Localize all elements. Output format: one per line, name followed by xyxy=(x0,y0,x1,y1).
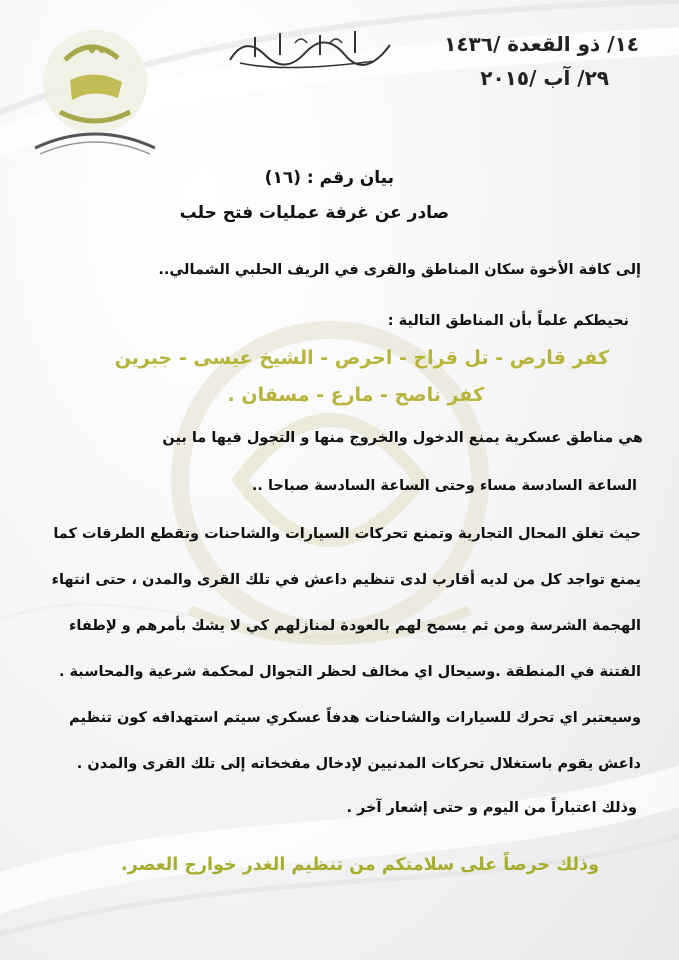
fatah-halab-logo xyxy=(30,20,160,160)
paragraph-line-4: يمنع تواجد كل من لديه أقارب لدى تنظيم داعش في تلك القرى والمدن ، حتى انتهاء xyxy=(51,572,641,588)
paragraph-line-3: حيث تغلق المحال التجارية وتمنع تحركات السيارات والشاحنات وتقطع الطرقات كما xyxy=(53,526,641,542)
basmala-calligraphy xyxy=(225,25,395,75)
paragraph-line-5: الهجمة الشرسة ومن ثم يسمح لهم بالعودة لمنازلهم كي لا يشك بأمرهم و لإطفاء xyxy=(69,618,641,634)
paragraph-line-6: الفتنة في المنطقة .وسيحال اي مخالف لحظر التجوال لمحكمة شرعية والمحاسبة . xyxy=(58,664,641,680)
closing-line: وذلك حرصاً على سلامتكم من تنظيم الغدر خوارج العصر. xyxy=(121,855,599,875)
areas-line-2: كفر ناصح - مارع - مسقان . xyxy=(227,384,484,406)
paragraph-line-9: وذلك اعتباراً من اليوم و حتى إشعار آخر . xyxy=(346,800,637,816)
statement-number: بيان رقم : (١٦) xyxy=(264,168,394,188)
paragraph-line-2: الساعة السادسة مساء وحتى الساعة السادسة صباحا .. xyxy=(251,478,637,494)
addressee-line: إلى كافة الأخوة سكان المناطق والقرى في الريف الحلبي الشمالي.. xyxy=(158,262,641,278)
hijri-date: ١٤/ ذو القعدة /١٤٣٦ xyxy=(444,32,639,56)
gregorian-date: ٢٩/ آب /٢٠١٥ xyxy=(480,66,609,90)
statement-issuer: صادر عن غرفة عمليات فتح حلب xyxy=(179,203,449,223)
notice-line: نحيطكم علماً بأن المناطق التالية : xyxy=(387,313,629,329)
paragraph-line-7: وسيعتبر اي تحرك للسيارات والشاحنات هدفاً عسكري سيتم استهدافه كون تنظيم xyxy=(69,710,641,726)
areas-line-1: كفر قارص - تل قراح - احرص - الشيخ عيسى - جبرين xyxy=(114,347,609,369)
paragraph-line-1: هي مناطق عسكرية يمنع الدخول والخروج منها و التجول فيها ما بين xyxy=(162,430,643,446)
paragraph-line-8: داعش يقوم باستغلال تحركات المدنيين لإدخال مفخخاته إلى تلك القرى والمدن . xyxy=(76,756,641,772)
